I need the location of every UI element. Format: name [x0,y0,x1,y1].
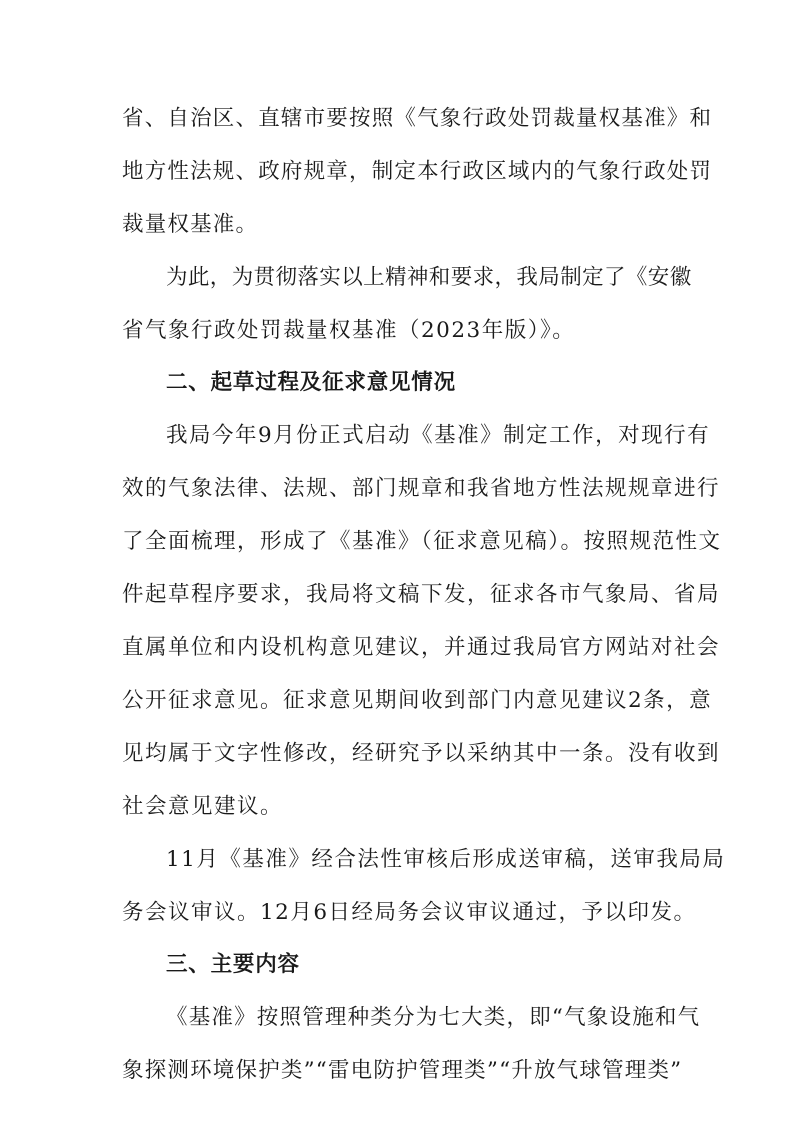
paragraph-line: 社会意见建议。 [122,794,284,819]
paragraph-line: 件起草程序要求，我局将文稿下发，征求各市气象局、省局 [122,582,721,607]
paragraph-line: 地方性法规、政府规章，制定本行政区域内的气象行政处罚 [122,159,713,184]
section-heading: 二、起草过程及征求意见情况 [166,370,456,395]
section-heading: 三、主要内容 [166,952,300,977]
paragraph-line: 《基准》按照管理种类分为七大类，即“气象设施和气 [166,1005,701,1030]
paragraph-line: 直属单位和内设机构意见建议，并通过我局官方网站对社会 [122,635,721,660]
paragraph-line: 为此，为贯彻落实以上精神和要求，我局制定了《安徽 [166,265,692,290]
paragraph-line: 省气象行政处罚裁量权基准（2023年版）》。 [122,318,576,343]
paragraph-line: 公开征求意见。征求意见期间收到部门内意见建议2条，意 [122,688,713,713]
paragraph-line: 务会议审议。12月6日经局务会议审议通过，予以印发。 [122,900,697,925]
paragraph-line: 见均属于文字性修改，经研究予以采纳其中一条。没有收到 [122,741,721,766]
paragraph-line: 象探测环境保护类”“雷电防护管理类”“升放气球管理类” [122,1058,683,1083]
paragraph-line: 11月《基准》经合法性审核后形成送审稿，送审我局局 [166,847,726,872]
paragraph-line: 了全面梳理，形成了《基准》（征求意见稿）。按照规范性文 [122,529,722,554]
paragraph-line: 裁量权基准。 [122,212,259,237]
paragraph-line: 我局今年9月份正式启动《基准》制定工作，对现行有 [166,423,711,448]
paragraph-line: 效的气象法律、法规、部门规章和我省地方性法规规章进行 [122,476,721,501]
paragraph-line: 省、自治区、直辖市要按照《气象行政处罚裁量权基准》和 [122,106,713,131]
